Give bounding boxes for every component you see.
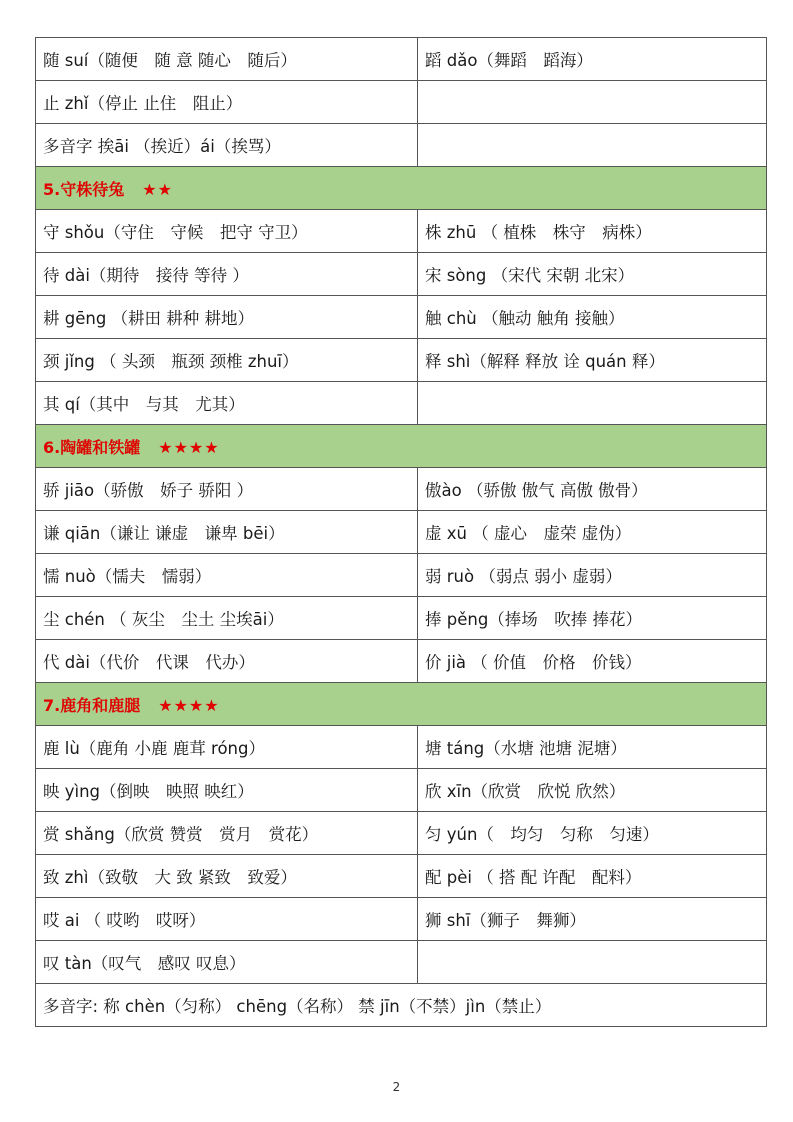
table-cell: 颈 jǐng （ 头颈 瓶颈 颈椎 zhuī）	[36, 339, 418, 382]
table-cell: 匀 yún（ 均匀 匀称 匀速）	[418, 812, 767, 855]
table-cell: 触 chù （触动 触角 接触）	[418, 296, 767, 339]
table-row	[36, 81, 767, 124]
table-cell: 致 zhì（致敬 大 致 紧致 致爱）	[36, 855, 418, 898]
table-cell: 谦 qiān（谦让 谦虚 谦卑 bēi）	[36, 511, 418, 554]
section-header	[36, 425, 767, 468]
table-row	[36, 769, 767, 812]
table-cell: 价 jià （ 价值 价格 价钱）	[418, 640, 767, 683]
table-cell	[418, 81, 767, 124]
table-cell: 守 shǒu（守住 守候 把守 守卫）	[36, 210, 418, 253]
page-number: 2	[392, 1080, 401, 1094]
table-row	[36, 984, 767, 1027]
table-cell: 耕 gēng （耕田 耕种 耕地）	[36, 296, 418, 339]
section-title: 6.陶罐和铁罐	[43, 437, 141, 457]
table-cell: 赏 shǎng（欣赏 赞赏 赏月 赏花）	[36, 812, 418, 855]
table-cell: 止 zhǐ（停止 止住 阻止）	[36, 81, 418, 124]
section-title: 7.鹿角和鹿腿	[43, 695, 141, 715]
section-header	[36, 683, 767, 726]
table-cell: 骄 jiāo（骄傲 娇子 骄阳 ）	[36, 468, 418, 511]
table-row	[36, 898, 767, 941]
table-cell: 哎 ai （ 哎哟 哎呀）	[36, 898, 418, 941]
section-header-row	[36, 425, 767, 468]
table-row	[36, 210, 767, 253]
table-cell: 蹈 dǎo（舞蹈 蹈海）	[418, 38, 767, 81]
section-title: 5.守株待兔	[43, 179, 125, 199]
table-row	[36, 382, 767, 425]
table-row	[36, 124, 767, 167]
table-cell: 配 pèi （ 搭 配 许配 配料）	[418, 855, 767, 898]
table-cell: 代 dài（代价 代课 代办）	[36, 640, 418, 683]
star-rating: ★★★★	[158, 437, 220, 457]
table-cell: 懦 nuò（懦夫 懦弱）	[36, 554, 418, 597]
section-header	[36, 167, 767, 210]
table-row	[36, 38, 767, 81]
table-cell: 随 suí（随便 随 意 随心 随后）	[36, 38, 418, 81]
table-cell-full: 多音字: 称 chèn（匀称） chēng（名称） 禁 jīn（不禁）jìn（禁止）	[36, 984, 767, 1027]
table-cell: 虚 xū （ 虚心 虚荣 虚伪）	[418, 511, 767, 554]
table-cell: 捧 pěng（捧场 吹捧 捧花）	[418, 597, 767, 640]
table-cell: 映 yìng（倒映 映照 映红）	[36, 769, 418, 812]
table-cell: 塘 táng（水塘 池塘 泥塘）	[418, 726, 767, 769]
table-row	[36, 597, 767, 640]
table-row	[36, 554, 767, 597]
table-row	[36, 941, 767, 984]
table-cell: 释 shì（解释 释放 诠 quán 释）	[418, 339, 767, 382]
table-row	[36, 253, 767, 296]
star-rating: ★★	[142, 179, 173, 199]
table-cell: 尘 chén （ 灰尘 尘土 尘埃āi）	[36, 597, 418, 640]
table-cell: 狮 shī（狮子 舞狮）	[418, 898, 767, 941]
table-cell: 弱 ruò （弱点 弱小 虚弱）	[418, 554, 767, 597]
table-row	[36, 640, 767, 683]
section-header-row	[36, 683, 767, 726]
table-row	[36, 726, 767, 769]
table-cell	[418, 124, 767, 167]
table-row	[36, 855, 767, 898]
table-cell: 鹿 lù（鹿角 小鹿 鹿茸 róng）	[36, 726, 418, 769]
table-cell	[418, 941, 767, 984]
star-rating: ★★★★	[158, 695, 220, 715]
table-row	[36, 468, 767, 511]
table-cell: 宋 sòng （宋代 宋朝 北宋）	[418, 253, 767, 296]
table-cell: 其 qí（其中 与其 尤其）	[36, 382, 418, 425]
section-header-row	[36, 167, 767, 210]
table-row	[36, 296, 767, 339]
table-row	[36, 511, 767, 554]
table-cell: 多音字 挨āi （挨近）ái（挨骂）	[36, 124, 418, 167]
table-cell: 株 zhū （ 植株 株守 病株）	[418, 210, 767, 253]
table-cell	[418, 382, 767, 425]
table-cell: 傲ào （骄傲 傲气 高傲 傲骨）	[418, 468, 767, 511]
table-cell: 叹 tàn（叹气 感叹 叹息）	[36, 941, 418, 984]
table-cell: 欣 xīn（欣赏 欣悦 欣然）	[418, 769, 767, 812]
vocabulary-table	[35, 37, 767, 1027]
table-cell: 待 dài（期待 接待 等待 ）	[36, 253, 418, 296]
table-row	[36, 339, 767, 382]
table-row	[36, 812, 767, 855]
